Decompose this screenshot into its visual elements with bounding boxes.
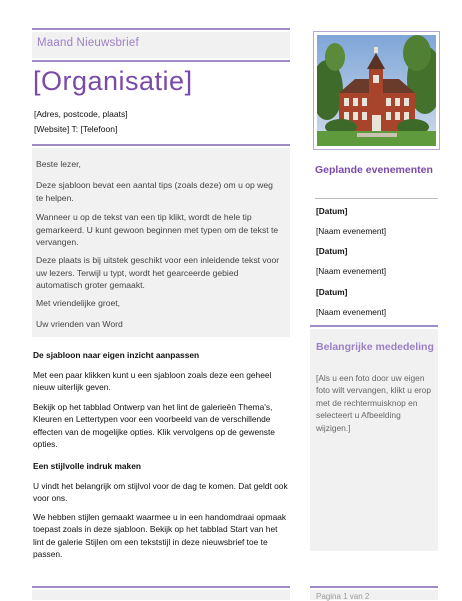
event-date[interactable]: [Datum] bbox=[316, 206, 348, 216]
masthead-title[interactable]: Maand Nieuwsbrief bbox=[37, 37, 139, 49]
event-name[interactable]: [Naam evenement] bbox=[316, 266, 387, 276]
events-title[interactable]: Geplande evenementen bbox=[315, 164, 433, 176]
event-name[interactable]: [Naam evenement] bbox=[316, 307, 387, 317]
next-section-box bbox=[32, 590, 290, 600]
notice-title[interactable]: Belangrijke mededeling bbox=[316, 341, 434, 353]
event-date[interactable]: [Datum] bbox=[316, 246, 348, 256]
article-paragraph[interactable]: Met een paar klikken kunt u een sjabloon zoals deze een geheel nieuw uiterlijk geven. bbox=[33, 370, 272, 393]
organization-website-phone[interactable]: [Website] T: [Telefoon] bbox=[34, 124, 118, 134]
event-date[interactable]: [Datum] bbox=[316, 287, 348, 297]
footer-rule-right bbox=[310, 586, 438, 588]
letter-paragraph[interactable]: Deze sjabloon bevat een aantal tips (zoals deze) om u op weg te helpen. bbox=[36, 180, 273, 203]
building-photo[interactable] bbox=[313, 31, 440, 150]
masthead-top-rule bbox=[32, 28, 290, 30]
letter-paragraph[interactable]: Deze plaats is bij uitstek geschikt voor een inleidende tekst voor uw lezers. Terwijl u typt, wordt het gearceerde gebied automatisch groter gemaakt. bbox=[36, 255, 280, 291]
event-name[interactable]: [Naam evenement] bbox=[316, 226, 387, 236]
notice-top-rule bbox=[310, 325, 438, 327]
organization-name[interactable]: [Organisatie] bbox=[33, 66, 193, 96]
header-bottom-rule bbox=[32, 144, 290, 146]
masthead-bottom-rule bbox=[32, 60, 290, 62]
letter-greeting[interactable]: Beste lezer, bbox=[36, 159, 81, 169]
events-rule bbox=[315, 198, 438, 199]
page-number-label: Pagina 1 van 2 bbox=[316, 592, 370, 601]
article-paragraph[interactable]: Bekijk op het tabblad Ontwerp van het lint de galerieën Thema's, Kleuren en Lettertypen voor een voorbeeld van de verschillende effecten van de mogelijke opties. Klik vervolgens op de gewenste opties. bbox=[33, 402, 275, 450]
letter-paragraph[interactable]: Wanneer u op de tekst van een tip klikt, wordt de hele tip gemarkeerd. U kunt gewoon beginnen met typen om de tekst te vervangen. bbox=[36, 212, 279, 248]
organization-address[interactable]: [Adres, postcode, plaats] bbox=[34, 109, 128, 119]
article-paragraph[interactable]: We hebben stijlen gemaakt waarmee u in een handomdraai opmaak toepast zoals in deze sjabloon. Bekijk op het tabblad Start van het lint de galerie Stijlen om een tekststijl in deze nieuwsbrief toe te passen. bbox=[33, 512, 287, 560]
letter-signature[interactable]: Uw vrienden van Word bbox=[36, 319, 123, 329]
footer-rule-left bbox=[32, 586, 290, 588]
notice-text[interactable]: [Als u een foto door uw eigen foto wilt vervangen, klikt u erop met de rechtermuisknop en selecteert u Afbeelding wijzigen.] bbox=[316, 373, 431, 433]
article-heading[interactable]: Een stijlvolle indruk maken bbox=[33, 461, 141, 471]
notice-box bbox=[310, 329, 438, 551]
building-photo-image bbox=[317, 35, 436, 146]
article-paragraph[interactable]: U vindt het belangrijk om stijlvol voor de dag te komen. Dat geldt ook voor ons. bbox=[33, 481, 288, 504]
letter-closing[interactable]: Met vriendelijke groet, bbox=[36, 298, 121, 308]
article-heading[interactable]: De sjabloon naar eigen inzicht aanpassen bbox=[33, 350, 200, 360]
